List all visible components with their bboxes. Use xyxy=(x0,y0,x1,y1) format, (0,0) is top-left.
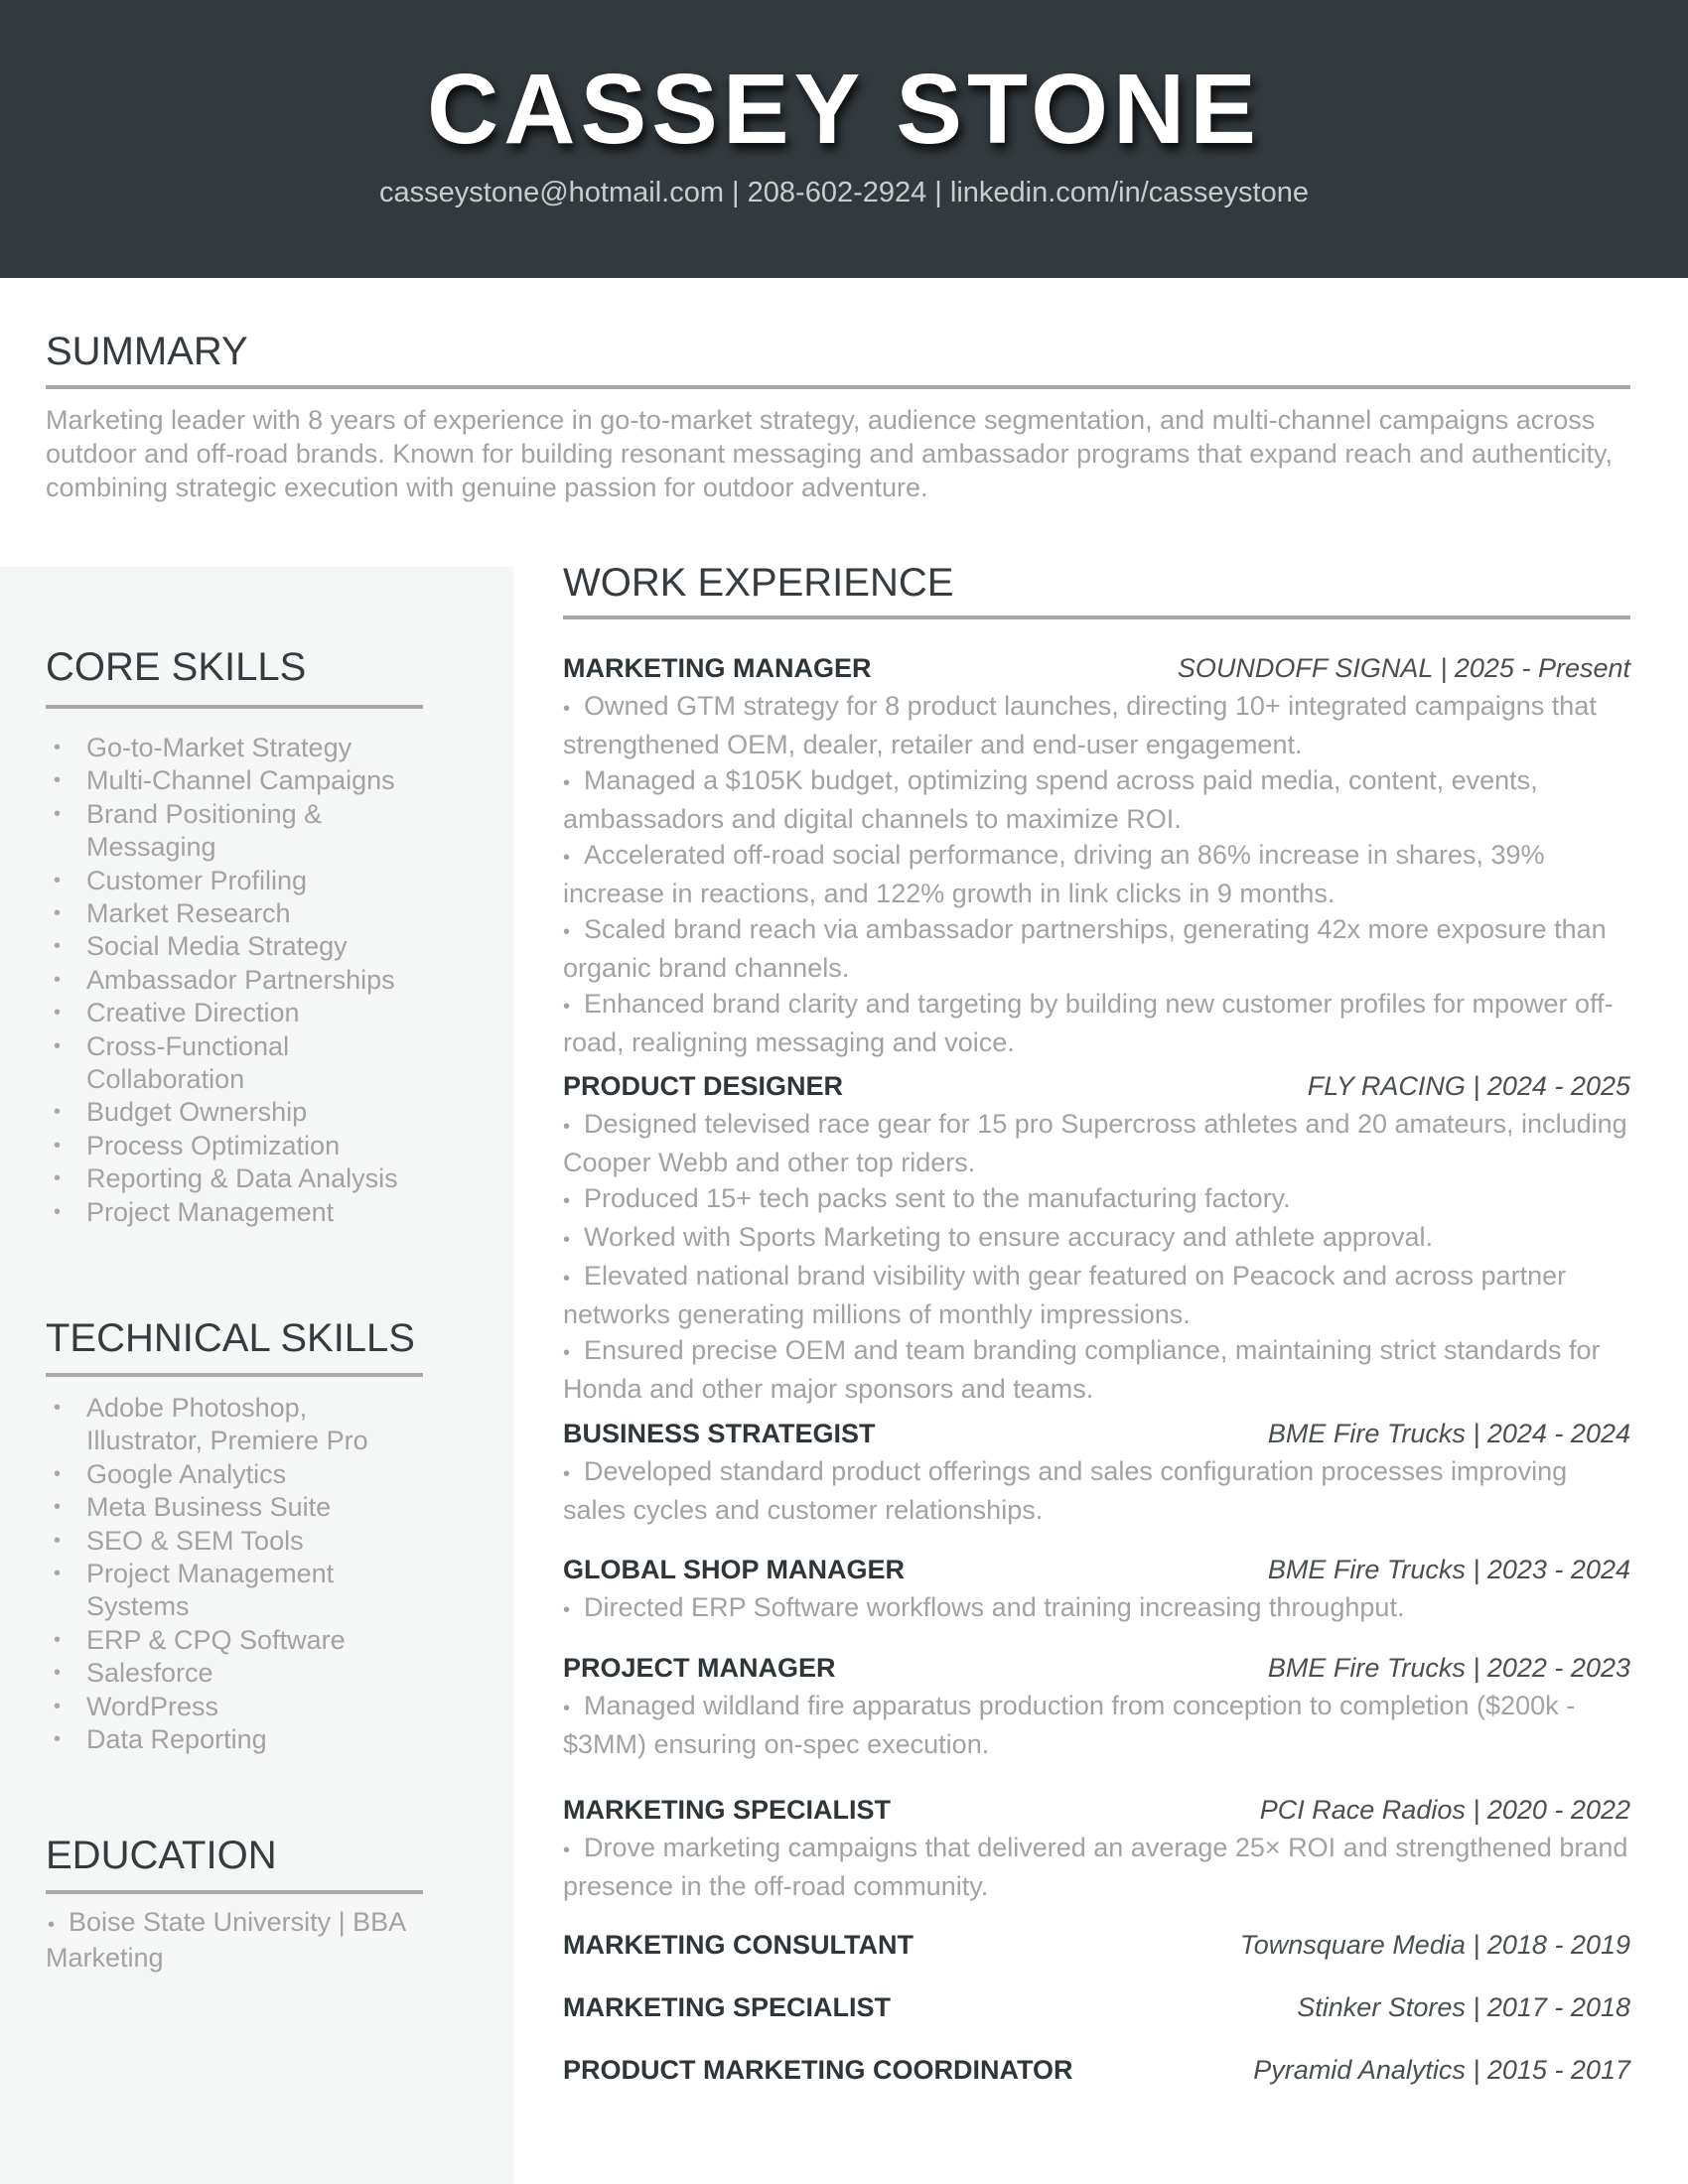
job-title: PROJECT MANAGER xyxy=(563,1653,836,1683)
core-skills-divider xyxy=(46,705,423,709)
job-company-dates: Townsquare Media | 2018 - 2019 xyxy=(1239,1930,1630,1960)
job-bullet: • Enhanced brand clarity and targeting by building new customer profiles for mpower off-road, realigning messaging and voice. xyxy=(563,989,1614,1057)
skill-item: • Brand Positioning & Messaging xyxy=(46,798,335,865)
job-title: PRODUCT MARKETING COORDINATOR xyxy=(563,2055,1073,2085)
job-bullet: • Developed standard product offerings and sales configuration processes improving sales cycles and customer relationships. xyxy=(563,1456,1568,1525)
skill-item: • Project Management xyxy=(46,1196,443,1229)
tech-skill-item: • ERP & CPQ Software xyxy=(46,1624,443,1657)
tech-skill-item: • Adobe Photoshop, Illustrator, Premiere Pro xyxy=(46,1392,404,1458)
skill-item: • Go-to-Market Strategy xyxy=(46,732,443,764)
contact-info: casseystone@hotmail.com | 208-602-2924 | linkedin.com/in/casseystone xyxy=(379,177,1309,208)
tech-skill-item: • WordPress xyxy=(46,1691,443,1723)
summary-divider xyxy=(46,385,1630,389)
core-skills-list xyxy=(46,732,443,1229)
tech-skill-item: • Meta Business Suite xyxy=(46,1491,443,1524)
job-entry xyxy=(563,1987,1630,2027)
skill-item: • Market Research xyxy=(46,897,443,930)
tech-skill-item: • Google Analytics xyxy=(46,1458,443,1491)
job-company-dates: FLY RACING | 2024 - 2025 xyxy=(1307,1071,1630,1101)
job-bullet: • Managed a $105K budget, optimizing spend across paid media, content, events, ambassadors and digital channels to maximize ROI. xyxy=(563,765,1538,834)
education-divider xyxy=(46,1890,423,1894)
header-banner xyxy=(0,0,1688,278)
job-bullet: • Scaled brand reach via ambassador partnerships, generating 42x more exposure than organic brand channels. xyxy=(563,914,1607,983)
job-bullet: • Accelerated off-road social performance, driving an 86% increase in shares, 39% increase in reactions, and 122% growth in link clicks in 9 months. xyxy=(563,840,1545,908)
education-heading: EDUCATION xyxy=(46,1834,277,1877)
work-experience-divider xyxy=(563,615,1630,619)
job-title: PRODUCT DESIGNER xyxy=(563,1071,844,1101)
skill-item: • Customer Profiling xyxy=(46,865,443,897)
job-entry xyxy=(563,648,1630,1060)
job-title: MARKETING SPECIALIST xyxy=(563,1795,892,1825)
job-company-dates: Stinker Stores | 2017 - 2018 xyxy=(1297,1992,1630,2022)
job-entry xyxy=(563,1925,1630,1965)
education-text: Boise State University | BBA Marketing xyxy=(46,1907,405,1973)
candidate-name: CASSEY STONE xyxy=(427,54,1261,165)
job-entry xyxy=(563,1066,1630,1407)
job-company-dates: BME Fire Trucks | 2024 - 2024 xyxy=(1267,1419,1630,1448)
job-company-dates: PCI Race Radios | 2020 - 2022 xyxy=(1259,1795,1630,1825)
core-skills-heading: CORE SKILLS xyxy=(46,645,307,689)
job-bullet: • Worked with Sports Marketing to ensure accuracy and athlete approval. xyxy=(563,1222,1433,1252)
skill-item: • Multi-Channel Campaigns xyxy=(46,764,443,797)
job-entry xyxy=(563,1550,1630,1628)
job-title: MARKETING SPECIALIST xyxy=(563,1992,892,2022)
job-bullet: • Ensured precise OEM and team branding compliance, maintaining strict standards for Honda and other major sponsors and teams. xyxy=(563,1335,1601,1404)
job-entry xyxy=(563,1648,1630,1762)
job-bullet: • Directed ERP Software workflows and training increasing throughput. xyxy=(563,1592,1405,1622)
skill-item: • Cross-Functional Collaboration xyxy=(46,1030,335,1097)
job-title: BUSINESS STRATEGIST xyxy=(563,1419,876,1448)
skill-item: • Creative Direction xyxy=(46,997,443,1029)
job-bullet: • Elevated national brand visibility with gear featured on Peacock and across partner networks generating millions of monthly impressions. xyxy=(563,1261,1567,1329)
job-bullet: • Managed wildland fire apparatus production from conception to completion ($200k - $3MM) ensuring on-spec execution. xyxy=(563,1691,1576,1759)
skill-item: • Reporting & Data Analysis xyxy=(46,1162,443,1195)
bullet-icon: • xyxy=(48,1914,56,1936)
skill-item: • Social Media Strategy xyxy=(46,930,443,963)
job-company-dates: SOUNDOFF SIGNAL | 2025 - Present xyxy=(1177,653,1630,683)
job-bullet: • Designed televised race gear for 15 pro Supercross athletes and 20 amateurs, including Cooper Webb and other top riders. xyxy=(563,1109,1627,1177)
technical-skills-divider xyxy=(46,1373,423,1377)
job-entry xyxy=(563,1790,1630,1904)
job-company-dates: BME Fire Trucks | 2023 - 2024 xyxy=(1267,1555,1630,1584)
work-experience-heading: WORK EXPERIENCE xyxy=(563,561,954,605)
job-entry xyxy=(563,1414,1630,1528)
technical-skills-heading: TECHNICAL SKILLS xyxy=(46,1316,415,1360)
tech-skill-item: • SEO & SEM Tools xyxy=(46,1525,443,1558)
job-title: MARKETING CONSULTANT xyxy=(563,1930,914,1960)
education-entry xyxy=(46,1906,443,1975)
job-title: MARKETING MANAGER xyxy=(563,653,872,683)
job-company-dates: BME Fire Trucks | 2022 - 2023 xyxy=(1267,1653,1630,1683)
summary-heading: SUMMARY xyxy=(46,330,248,373)
skill-item: • Budget Ownership xyxy=(46,1096,443,1129)
tech-skill-item: • Salesforce xyxy=(46,1657,443,1690)
tech-skill-item: • Project Management Systems xyxy=(46,1558,384,1624)
job-bullet: • Drove marketing campaigns that delivered an average 25× ROI and strengthened brand presence in the off-road community. xyxy=(563,1833,1628,1901)
skill-item: • Process Optimization xyxy=(46,1130,443,1162)
job-company-dates: Pyramid Analytics | 2015 - 2017 xyxy=(1253,2055,1630,2085)
job-entry xyxy=(563,2050,1630,2090)
skill-item: • Ambassador Partnerships xyxy=(46,964,443,997)
tech-skill-item: • Data Reporting xyxy=(46,1723,443,1756)
summary-text: Marketing leader with 8 years of experience in go-to-market strategy, audience segmentation, and multi-channel campaigns across outdoor and off-road brands. Known for building resonant messaging and ambassador programs that expand reach and authenticity, combining strategic execution with genuine passion for outdoor adventure. xyxy=(46,405,1613,502)
job-title: GLOBAL SHOP MANAGER xyxy=(563,1555,906,1584)
technical-skills-list xyxy=(46,1392,443,1756)
job-bullet: • Produced 15+ tech packs sent to the manufacturing factory. xyxy=(563,1183,1291,1213)
job-bullet: • Owned GTM strategy for 8 product launches, directing 10+ integrated campaigns that strengthened OEM, dealer, retailer and end-user engagement. xyxy=(563,691,1597,759)
